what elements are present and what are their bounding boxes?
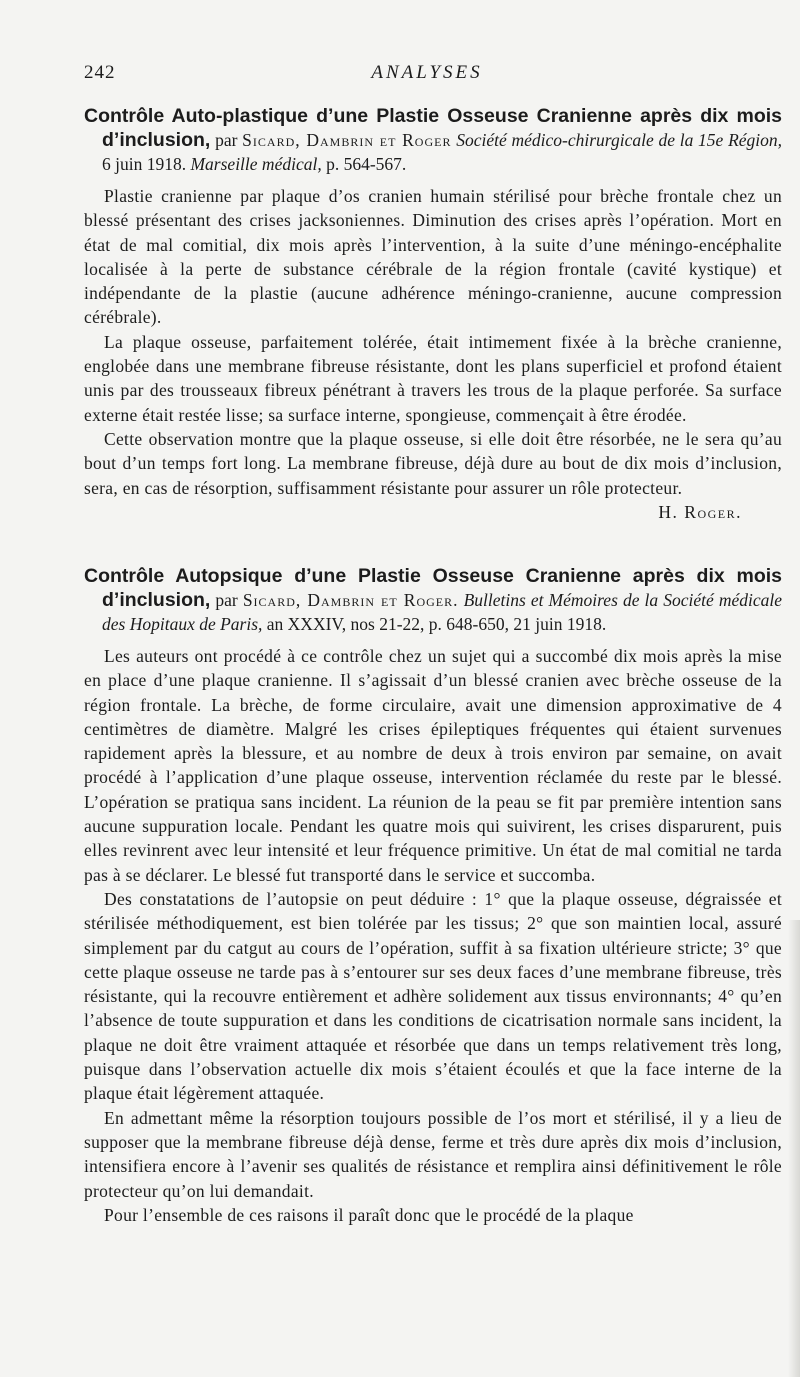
article-1	[84, 104, 782, 524]
article-paragraph: Pour l’ensemble de ces raisons il paraît donc que le procédé de la plaque	[104, 1204, 634, 1225]
article-authors: Sicard, Dambrin et Roger.	[242, 590, 459, 610]
article-journal: Société médico-chirurgicale de la 15e Région,	[456, 130, 783, 150]
article-authors: Sicard, Dambrin et Roger	[242, 130, 452, 150]
article-2	[84, 564, 782, 1227]
reviewer-signature: H. Roger.	[658, 501, 742, 522]
article-paragraph: Cette observation montre que la plaque osseuse, si elle doit être résorbée, ne le sera qu’au bout d’un temps fort long. La membrane fibreuse, déjà dure au bout de dix mois d’inclusion, sera, en cas de résorption, suffisamment résistante pour assurer un rôle protecteur. H. Roger.	[84, 427, 782, 524]
page-number: 242	[84, 62, 116, 83]
article-paragraph: En admettant même la résorption toujours possible de l’os mort et stérilisé, il y a lieu de supposer que la membrane fibreuse déjà dense, ferme et très dure après dix mois d’inclusion, intensifiera encore à l’avenir ses qualités de résistance et remplira ainsi définitivement le rôle protecteur qu’on lui demandait.	[84, 1107, 782, 1201]
article-headline: Contrôle Auto-plastique d’une Plastie Osseuse Cranienne après dix mois d’inclusion,	[84, 105, 782, 151]
article-title: Contrôle Autopsique d’une Plastie Osseuse Cranienne après dix mois d’inclusion, par Sicard, Dambrin et Roger. Bulletins et Mémoires de la Société médicale des Hopitaux de Paris, an XXXIV, nos 21-22, p. 648-650, 21 juin 1918.	[84, 565, 782, 634]
page-edge-shadow	[788, 920, 800, 1377]
article-journal-2: Marseille médical,	[190, 154, 322, 174]
article-citation: 6 juin 1918.	[102, 154, 191, 174]
article-headline: Contrôle Autopsique d’une Plastie Osseuse Cranienne après dix mois d’inclusion,	[84, 565, 782, 611]
article-citation: an XXXIV, nos 21-22, p. 648-650, 21 juin 1918.	[262, 614, 607, 634]
section-title: ANALYSES	[371, 62, 483, 83]
running-head	[84, 62, 770, 92]
article-paragraph: La plaque osseuse, parfaitement tolérée, était intimement fixée à la brèche cranienne, englobée dans une membrane fibreuse résistante, dont les plans superficiel et profond étaient unis par des trousseaux fibreux pénétrant à travers les trous de la plaque perforée. Sa surface externe était restée lisse; sa surface interne, spongieuse, commençait à être érodée.	[84, 331, 782, 425]
article-paragraph: Les auteurs ont procédé à ce contrôle chez un sujet qui a succombé dix mois après la mise en place d’une plaque cranienne. Il s’agissait d’un blessé cranien avec brèche osseuse de la région frontale. La brèche, de forme circulaire, avait une dimension approximative de 4 centimètres de diamètre. Malgré les crises épileptiques fréquentes qui étaient survenues rapidement après la blessure, et au nombre de deux à trois environ par semaine, on avait procédé à l’application d’une plaque osseuse, intervention réclamée du reste par le blessé. L’opération se pratiqua sans incident. La réunion de la peau se fit par première intention sans aucune suppuration locale. Pendant les quatre mois qui suivirent, les crises disparurent, puis elles revinrent avec leur intensité et leur fréquence primitive. Un état de mal comitial ne tarda pas à se déclarer. Le blessé fut transporté dans le service et succomba.	[84, 646, 782, 885]
article-citation-2: p. 564-567.	[321, 154, 407, 174]
article-journal: Bulletins et Mémoires de la Société médicale des Hopitaux de Paris,	[102, 590, 782, 634]
article-title: Contrôle Auto-plastique d’une Plastie Osseuse Cranienne après dix mois d’inclusion, par Sicard, Dambrin et Roger Société médico-chirurgicale de la 15e Région, 6 juin 1918. Marseille médical, p. 564-567.	[84, 105, 783, 174]
article-paragraph: Plastie cranienne par plaque d’os cranien humain stérilisé pour brèche frontale chez un blessé présentant des crises jacksoniennes. Diminution des crises après l’opération. Mort en état de mal comitial, dix mois après l’intervention, à la suite d’une méningo-encéphalite localisée à la perte de substance cérébrale de la région frontale (cavité kystique) et indépendante de la plastie (aucune adhérence méningo-cranienne, aucune compression cérébrale).	[84, 186, 782, 328]
article-paragraph: Des constatations de l’autopsie on peut déduire : 1° que la plaque osseuse, dégraissée et stérilisée méthodiquement, est bien tolérée par les tissus; 2° que son maintien local, assuré simplement par du catgut au cours de l’opération, suffit à sa fixation ultérieure stricte; 3° que cette plaque osseuse ne tarde pas à s’entourer sur ses deux faces d’une membrane fibreuse, très résistante, qui la recouvre entièrement et adhère solidement aux tissus environnants; 4° qu’en l’absence de toute suppuration et dans les conditions de cicatrisation normale sans incident, la plaque ne doit être vraiment attaquée et résorbée que dans un temps relativement très long, puisque dans l’observation actuelle dix mois s’étaient écoulés et que la face interne de la plaque était légèrement attaquée.	[84, 888, 782, 1104]
